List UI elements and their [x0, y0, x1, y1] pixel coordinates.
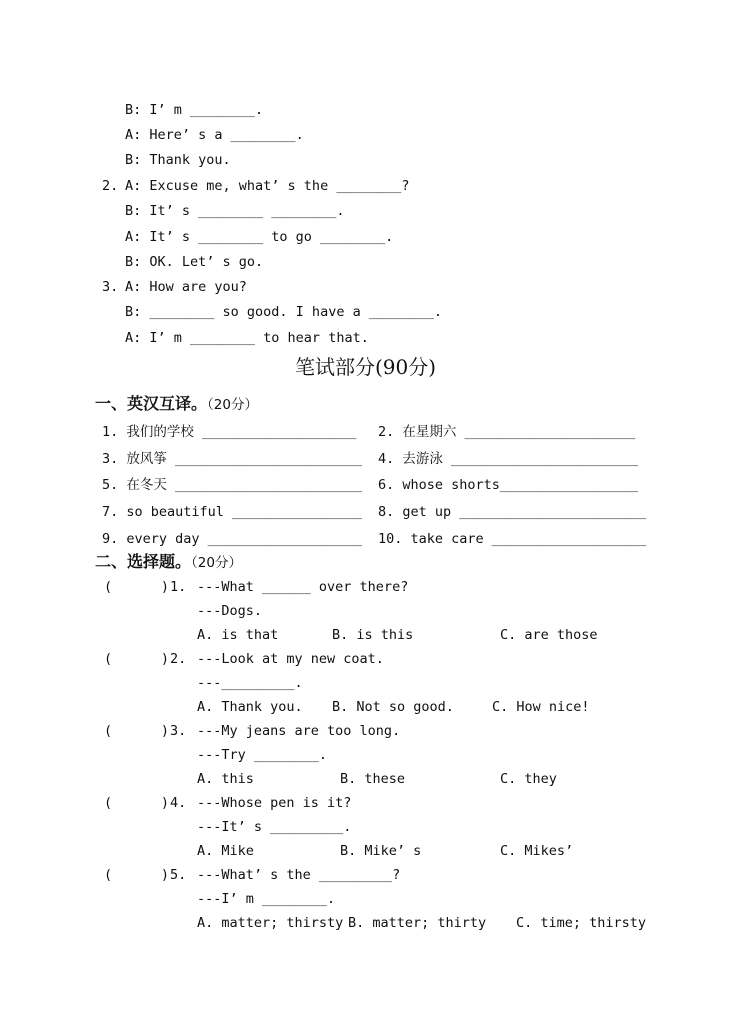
option-b: B. is this: [332, 627, 414, 643]
question-response: ---Dogs.: [197, 603, 263, 619]
question-response: ---Try ________.: [197, 747, 328, 763]
translation-item: 9. every day ___________________: [102, 531, 363, 547]
dialogue-2-number: 2.: [102, 178, 119, 194]
answer-blank: ( ): [104, 795, 170, 811]
option-a: A. is that: [197, 627, 279, 643]
question-number: 4.: [170, 795, 187, 811]
dialogue-3-line-a2: A: I’ m ________ to hear that.: [125, 330, 369, 346]
option-b: B. matter; thirty: [348, 915, 487, 931]
translation-item: 4. 去游泳 _______________________: [378, 451, 638, 467]
answer-blank: ( ): [104, 651, 170, 667]
option-a: A. Thank you.: [197, 699, 303, 715]
translation-item: 6. whose shorts_________________: [378, 477, 639, 493]
section-1-heading: [95, 394, 258, 415]
dialogue-2-line-a1: A: Excuse me, what’ s the ________?: [125, 178, 410, 194]
option-c: C. Mikes’: [500, 843, 574, 859]
translation-item: 1. 我们的学校 ___________________: [102, 424, 357, 440]
translation-item: 8. get up _______________________: [378, 504, 647, 520]
dialogue-2-line-a2: A: It’ s ________ to go ________.: [125, 229, 394, 245]
option-b: B. Mike’ s: [340, 843, 422, 859]
translation-item: 5. 在冬天 _______________________: [102, 477, 362, 493]
option-c: C. How nice!: [492, 699, 590, 715]
translation-item: 10. take care ___________________: [378, 531, 647, 547]
translation-item: 7. so beautiful ________________: [102, 504, 363, 520]
dialogue-1-line-b1: B: I’ m ________.: [125, 102, 264, 118]
question-number: 5.: [170, 867, 187, 883]
question-number: 1.: [170, 579, 187, 595]
option-b: B. Not so good.: [332, 699, 454, 715]
section-2-heading: [95, 552, 242, 573]
section-2-heading-text: 二、选择题。: [95, 552, 192, 571]
dialogue-3-number: 3.: [102, 279, 119, 295]
answer-blank: ( ): [104, 723, 170, 739]
translation-item: 2. 在星期六 _____________________: [378, 424, 636, 440]
answer-blank: ( ): [104, 579, 170, 595]
dialogue-1-line-a2: A: Here’ s a ________.: [125, 127, 304, 143]
option-a: A. this: [197, 771, 254, 787]
dialogue-3-line-a1: A: How are you?: [125, 279, 247, 295]
option-c: C. they: [500, 771, 557, 787]
dialogue-3-line-b1: B: ________ so good. I have a ________.: [125, 304, 442, 320]
option-c: C. time; thirsty: [516, 915, 647, 931]
question-prompt: ---My jeans are too long.: [197, 723, 401, 739]
question-prompt: ---Look at my new coat.: [197, 651, 384, 667]
dialogue-1-line-b2: B: Thank you.: [125, 152, 231, 168]
translation-item: 3. 放风筝 _______________________: [102, 451, 362, 467]
option-c: C. are those: [500, 627, 598, 643]
option-a: A. matter; thirsty: [197, 915, 344, 931]
answer-blank: ( ): [104, 867, 170, 883]
option-b: B. these: [340, 771, 406, 787]
section-1-heading-text: 一、英汉互译。: [95, 394, 208, 413]
section-1-points: （20分）: [207, 397, 258, 413]
question-response: ---It’ s _________.: [197, 819, 352, 835]
dialogue-2-line-b1: B: It’ s ________ ________.: [125, 203, 345, 219]
question-prompt: ---What ______ over there?: [197, 579, 409, 595]
question-prompt: ---Whose pen is it?: [197, 795, 352, 811]
question-number: 2.: [170, 651, 187, 667]
option-a: A. Mike: [197, 843, 254, 859]
question-prompt: ---What’ s the _________?: [197, 867, 401, 883]
written-part-title: 笔试部分(90分): [295, 355, 437, 379]
section-2-points: （20分）: [191, 555, 242, 571]
question-response: ---I’ m ________.: [197, 891, 336, 907]
question-response: ---_________.: [197, 675, 303, 691]
question-number: 3.: [170, 723, 187, 739]
dialogue-2-line-b2: B: OK. Let’ s go.: [125, 254, 264, 270]
